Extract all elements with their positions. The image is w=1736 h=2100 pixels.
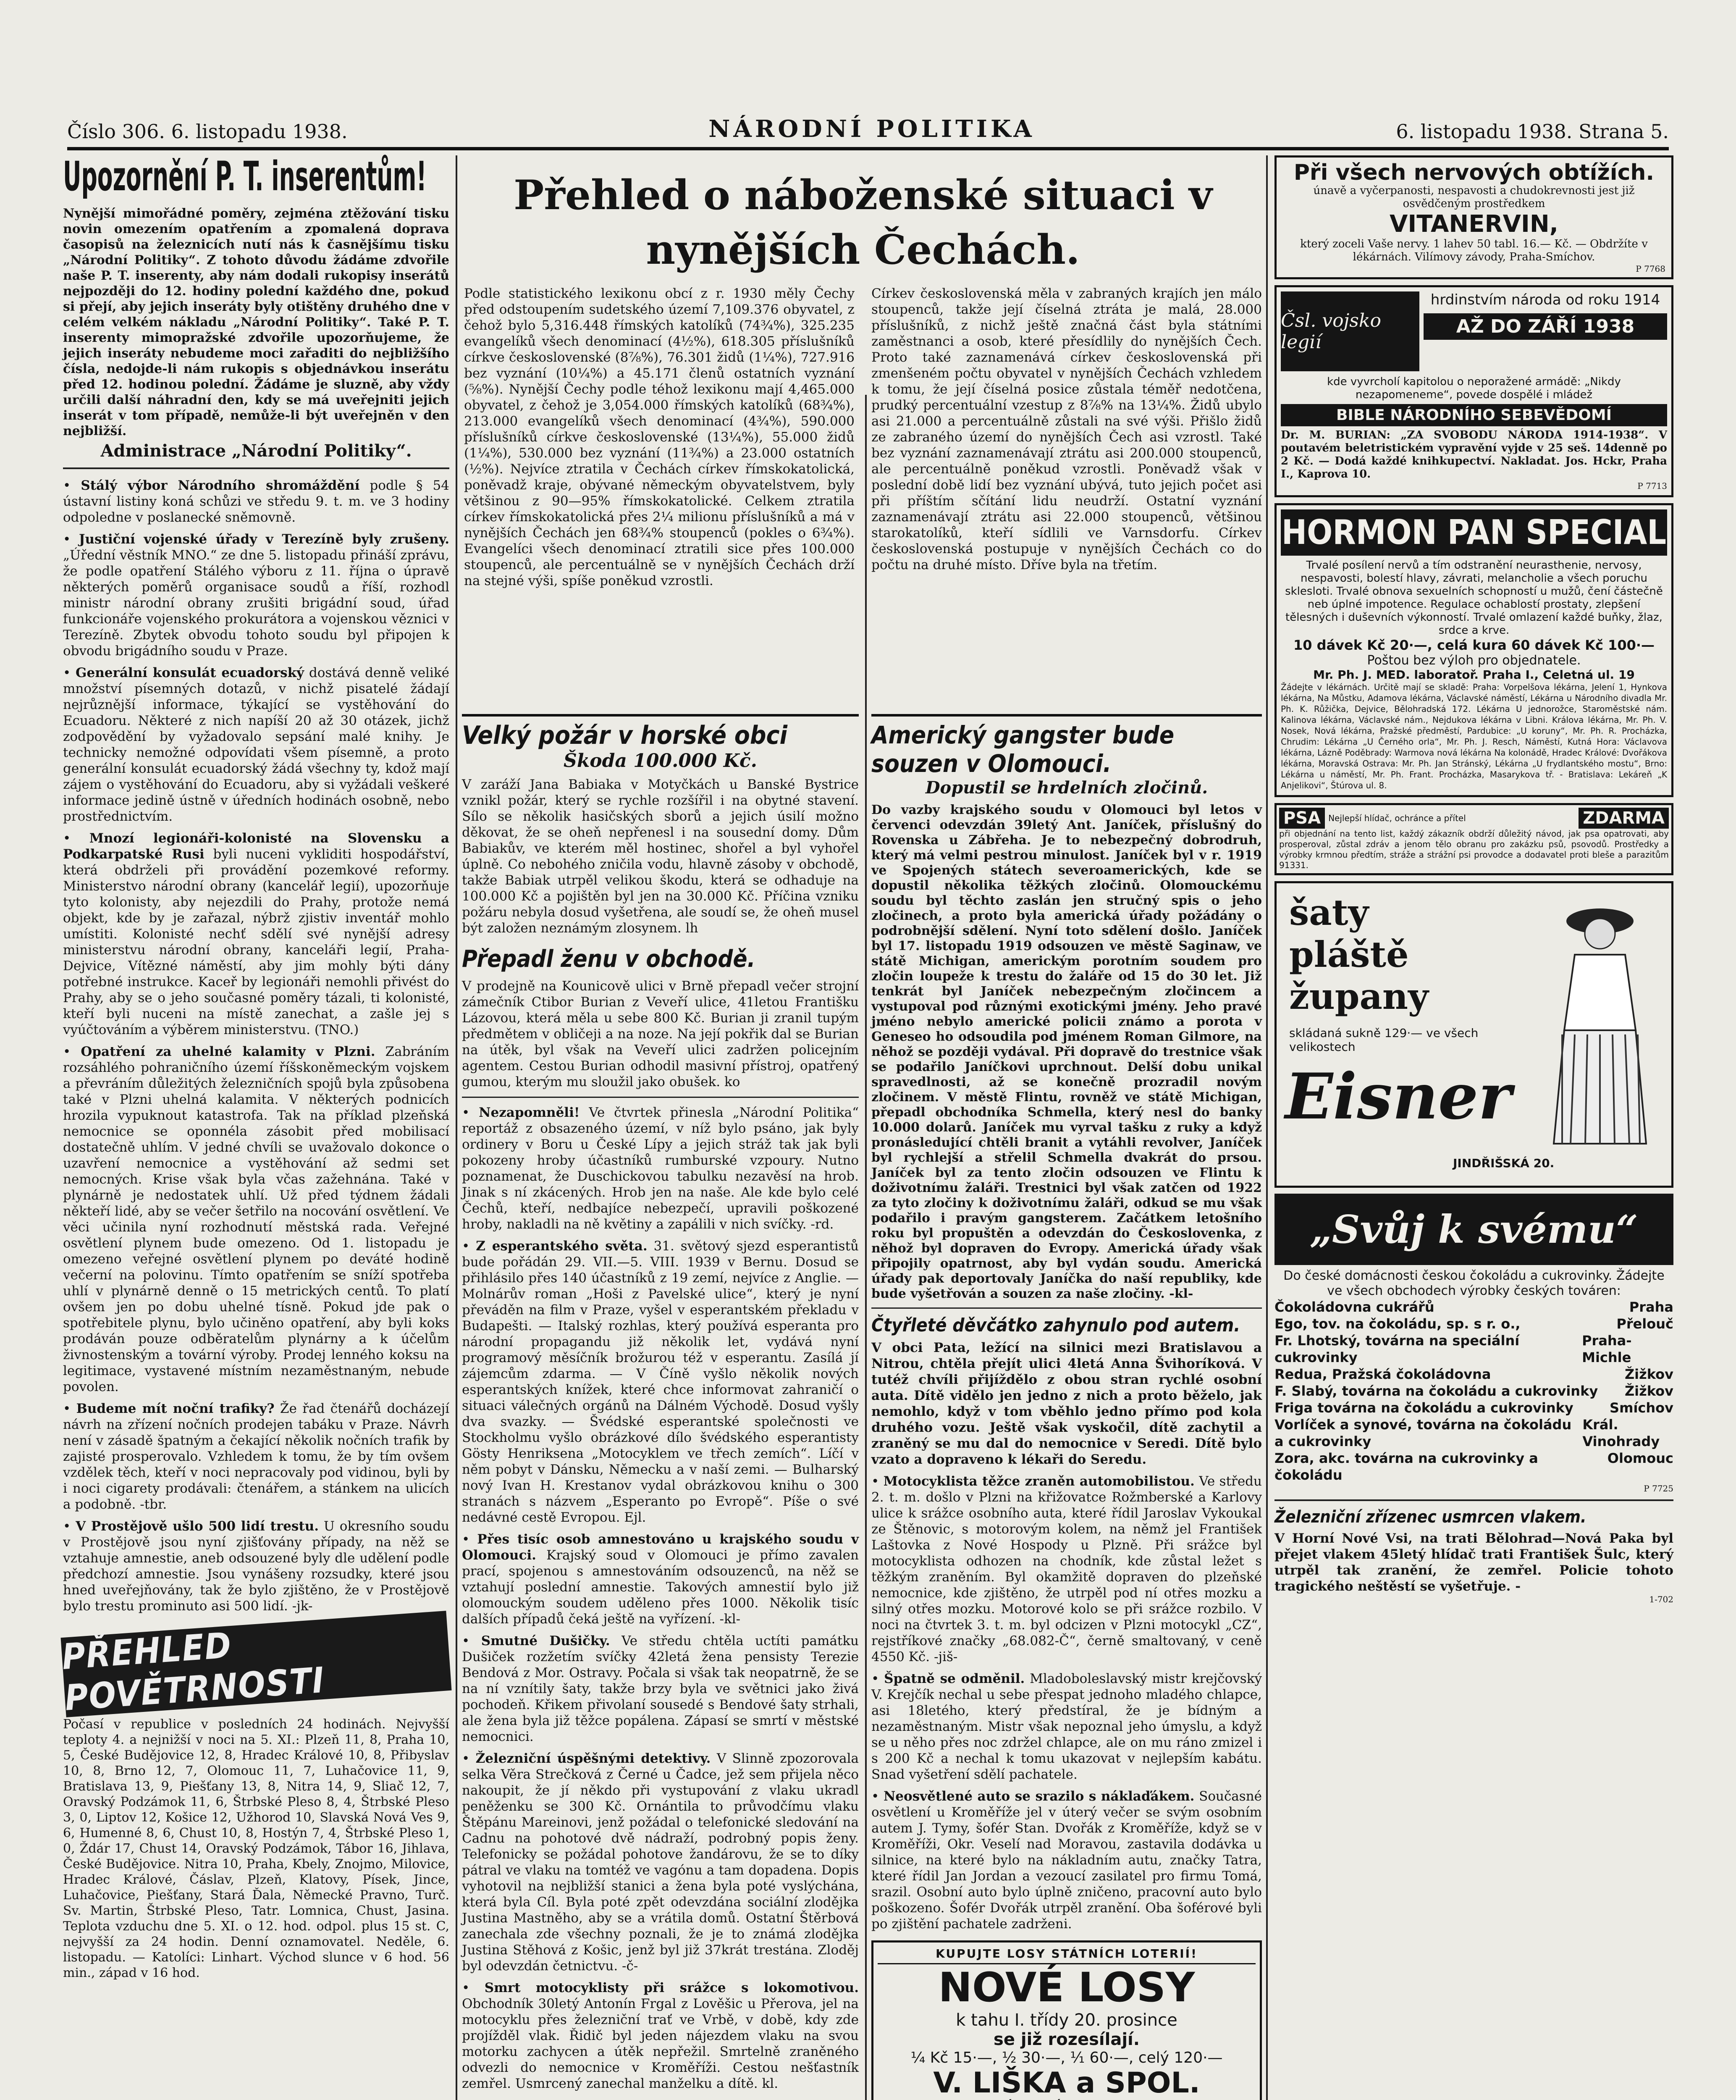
makers-list — [1274, 1299, 1673, 1483]
gangster-title: Americký gangster bude souzen v Olomouci. — [871, 721, 1175, 778]
maker-row — [1274, 1366, 1673, 1383]
news-item-lead: Generální konsulát ecuadorský — [76, 665, 304, 680]
ad-code: P 7768 — [1636, 264, 1665, 274]
news-item-body: dostává denně veliké množství písemných dotazů, v nichž pisatelé žádají nejrůznější informace, týkající se vystěhování do Ecuadoru. Některé z nich napíší 20 až 30 otázek, jichž zodpovědění by vyžadovalo sepsání malé knihy. Je technicky nemožné odpovídati všem písemně, a proto generální konsulát ecuadorský žádá všechny ty, kdož mají zájem o vystěhování do Ecuadoru, aby si vyžádali veškeré informace jedině ústně v úředních hodinách osobně, nebo prostřednictvím. — [63, 665, 450, 824]
maker-place: Smíchov — [1610, 1400, 1673, 1416]
column-2 — [462, 714, 859, 2092]
maker-row — [1274, 1399, 1673, 1416]
gangster-subtitle: Dopustil se hrdelních zločinů. — [925, 778, 1208, 798]
weather-title: PŘEHLED POVĚTRNOSTI — [60, 1625, 326, 1719]
news-item-body: Mladoboleslavský mistr krejčovský V. Krejčík nechal u sebe přespat jednoho mladého chlapce, asi 18letého, který předstíral, že je bídným a nezaměstnaným. Mistr však nepoznal jeho úmyslu, a když se u něho přes noc zdržel chlapce, ale on mu ráno zmizel i s 200 Kč a nechal k tomu ukazovat v nejlepším kabátu. Snad vyšetření sdělí pachatele. — [871, 1671, 1262, 1782]
news-item-body: Obchodník 30letý Antonín Frgal z Lověšic u Přerova, jel na motocyklu přes železniční trať ve Vrbě, v době, kdy zde projížděl vlak. Řidič byl jeden nájezdem vlaku na svou motorku zachycen a útěk nepřežil. Smrtelně zraněného odvezli do nemocnice v Kroměříži. Cestou nešťastník zemřel. Usmrcený zanechal manželku a dítě. kl. — [462, 1996, 859, 2091]
svuj-title: „Svůj k svému“ — [1310, 1207, 1638, 1252]
maker-place: Olomouc — [1607, 1450, 1673, 1466]
eisner-items — [1289, 892, 1429, 1018]
maker-name: Ego, tov. na čokoládu, sp. s r. o., — [1274, 1316, 1521, 1332]
news-item-lead: Motocyklista těžce zraněn automobilistou. — [883, 1474, 1195, 1489]
religion-text-right: Církev československá měla v zabraných krajích jen málo stoupenců, takže její číselná ztráta je malá, 28.000 příslušníků, z nichž ještě značná část byla státními zaměstnanci a osob, které přesídlily do nynějších Čech. Proto také zaznamenává církev československá při zmenšeném počtu obyvatel v nynějších Čechách vzhledem k tomu, že její číselná posice zůstala téměř nedotčena, prudký percentuální vzestup z 8⅞% na 13¼%. Židů ubylo asi 21.000 a percentuálně zůstali na své výši. Přišlo židů ze zabraného území do nynějších Čech asi vzrostl. Také bez vyznání zaznamenávají ztrátu asi 200.000 stoupenců, ale percentuálně poněkud vzrostli. Poněvadž však v poslední době lidí bez vyznání ubývá, tuto jejich počet asi při příštím sčítání lidu neudrží. Ostatní vyznání zaznamenávají ztrátu asi 22.000 stoupenců, většinou starokatolíků, kteří sídlili ve Varnsdorfu. Církev československá postupuje v nynějších Čechách co do počtu na druhé místo. Dříve byla na třetím. — [871, 286, 1262, 572]
maker-name: Redua, Pražská čokoládovna — [1274, 1366, 1491, 1382]
news-item: • Motocyklista těžce zraněn automobilistou. Ve středu 2. t. m. došlo v Plzni na křižovatce Rožmberské a Karlovy ulice k srážce osobního auta, které řídil Jaroslav Vykoukal ze Štěnovic, s motorovým kolem, na němž jel František Laštovka z Nové Hospody u Plzně. Při srážce byl motocyklista odhozen na chodník, kde zůstal ležet s těžkým zraněním. Byl okamžitě dopraven do plzeňské nemocnice, kde zjištěno, že utrpěl pod ní otřes mozku a silný otřes mozku. Motorové kolo se při srážce rozbilo. V noci na čtvrtek 3. t. m. byl odcizen v Plzni motocykl „CZ“, rejstříkové značky „68.082-Č“, černě smaltovaný, v ceně 4550 Kč. -jiš- — [871, 1474, 1262, 1664]
news-item-body: V Slinně zpozorovala selka Věra Strečková z Černé u Čadce, jež sem přijela něco nakoupit, že jí někdo při vystupování z vlaku ukradl peněženku se 300 Kč. Ornántila to průvodčímu vlaku Štěpánu Mareinovi, jenž požádal o telefonické sledování na Cadnu na pohotové dvě nádraží, podrobný popis ženy. Telefonicky se požádal pohotove žandárovu, že se to díky pátral ve vlaku na tomtéž ve vagónu a tam dopadena. Dopis vyhotovil na nejbližší stanici a žena byla poté vyslýchána, která byla Cíl. Byla poté zpět odevzdána sociální zlodějka Justina Mastněho, aby se a vrátila domů. Ostatní Štěrbová zanechala zde všechny poznali, že je to známá zlodějka Justina Stěhová z Košic, jenž byl již 37krát trestána. Zloděj byl odevzdán četnictvu. -č- — [462, 1751, 859, 1974]
lottery-title: NOVÉ LOSY — [938, 1964, 1195, 2011]
news-item-body: Krajský soud v Olomouci je přímo zavalen prací, spojenou s amnestováním odsouzenců, na něž se vztahují poslední amnestie. Takových amnestií bylo již olomouckým soudem uděleno přes 1000. Několik tisíc dalších případů čeká ještě na vyřízení. -kl- — [462, 1548, 859, 1627]
news-item: • Přes tisíc osob amnestováno u krajského soudu v Olomouci. Krajský soud v Olomouci je přímo zavalen prací, spojenou s amnestováním odsouzenců, na něž se vztahují poslední amnestie. Takových amnestií bylo již olomouckým soudem uděleno přes 1000. Několik tisíc dalších případů čeká ještě na vyřízení. -kl- — [462, 1532, 859, 1627]
maker-place: Žižkov — [1624, 1383, 1673, 1399]
fire-subtitle: Škoda 100.000 Kč. — [564, 750, 757, 772]
maker-place: Praha — [1629, 1299, 1673, 1315]
news-item: • Nezapomněli! Ve čtvrtek přinesla „Národní Politika“ reportáž z obsazeného území, v níž bylo psáno, jak byly ordinery v Boru u České Lípy a jejich stráž tak jak byli pokozeny hroby účastníků rumburské vzpoury. Nutno poznamenat, že Duschickovou tabulku nezavěsí na hrob. Jinak s ní zkácených. Hrob jen na naše. Ale kde bylo celé Čechů, kteří, nedbajíce nebezpečí, upravili poškozené hroby, nakladli na ně květiny a zapálili v nich svíčky. -rd. — [462, 1105, 859, 1232]
lottery-ad — [871, 1940, 1262, 2100]
fire-title: Velký požár v horské obci — [462, 721, 787, 750]
svuj-body: Do české domácnosti českou čokoládu a cukrovinky. Žádejte ve všech obchodech výrobky českých továren: — [1283, 1268, 1665, 1298]
divider — [1274, 1499, 1673, 1501]
fire-body: V zaráží Jana Babiaka v Motyčkách u Banské Bystrice vznikl požár, který se rychle rozšířil i na obytné stavení. Sílo se několik hasičských sborů a jejich úsilí možno děkovat, že se oheň nepřenesl i na sousední domy. Dům Babiakův, ve kterém měl hostinec, shořel a byl vyhořel úplně. Co nebohého zničila vodu, hlavně zásoby v obchodě, takže Babiak utrpěl velikou škodu, která se odhaduje na 100.000 Kč a pojištěn byl jen na 30.000 Kč. Příčina vzniku požáru nebyla dosud vyšetřena, ale soudí se, že oheň musel být založen neznámým zlosynem. lh — [462, 777, 859, 936]
girl-body: V obci Pata, ležící na silnici mezi Bratislavou a Nitrou, chtěla přejít ulici 4letá Anna Švihoríková. V tutéž chvíli přijíždělo z obou stran rychlé osobní auta. Dítě vidělo jen jedno z nich a proto běželo, jak nemohlo, když v tom vběhlo jedno přímo pod kola druhého vozu. Ještě však vyskočil, dítě zachytil a zraněný se mu dal do nemocnice v Seredi. Dítě bylo vzato a dopraveno k lékaři do Seredu. — [871, 1340, 1262, 1467]
news-item: • Generální konsulát ecuadorský dostává denně veliké množství písemných dotazů, v nichž pisatelé žádají nejrůznější informace, týkající se vystěhování do Ecuadoru. Některé z nich napíší 20 až 30 otázek, jichž zodpovědění by vyžadovalo sepsání malé knihy. Je technicky nemožné odpovídati všem písemně, a proto generální konsulát ecuadorský žádá všechny ty, kdož mají zájem o vystěhování do Ecuadoru, aby si vyžádali veškeré informace jedině ústně v úředních hodinách osobně, nebo prostřednictvím. — [63, 665, 450, 824]
news-item: • V Prostějově ušlo 500 lidí trestu. U okresního soudu v Prostějově jsou nyní zjišťovány případy, na něž se vztahuje amnestie, aneb odsouzené byly dle udělení podle předchozí amnestie. Jsou vynášeny rozsudky, které jsou hned uveřejňovány, tak že bylo zjištěno, že v Prostějově bylo trestu prominuto asi 500 lidí. -jk- — [63, 1519, 449, 1614]
vitanervin-body: únavě a vyčerpanosti, nespavosti a chudokrevnosti jest již osvědčeným prostředkem — [1313, 184, 1635, 210]
news-item-body: U okresního soudu v Prostějově jsou nyní zjišťovány případy, na něž se vztahuje amnestie, aneb odsouzené byly dle udělení podle předchozí amnestie. Jsou vynášeny rozsudky, které jsou hned uveřejňovány, tak že bylo zjištěno, že v Prostějově bylo trestu prominuto asi 500 lidí. -jk- — [63, 1519, 449, 1614]
vitanervin-name: VITANERVIN, — [1390, 210, 1558, 238]
maker-name: Friga továrna na čokoládu a cukrovinky — [1274, 1400, 1573, 1416]
psa-ad — [1274, 803, 1673, 875]
hormon-post: Poštou bez výloh pro objednatele. — [1367, 653, 1581, 668]
maker-row — [1274, 1299, 1673, 1315]
news-item-lead: Smrt motocyklisty při srážce s lokomotivou. — [484, 1980, 859, 1995]
vitanervin-tail: který zoceli Vaše nervy. 1 lahev 50 tabl. 16.— Kč. — Obdržíte v lékárnách. Vilímovy závody, Praha-Smíchov. — [1300, 238, 1648, 263]
news-item-body: podle § 54 ústavní listiny koná schůzi ve středu 9. t. m. ve 3 hodiny odpoledne v poslanecké sněmovně. — [63, 478, 449, 525]
divider — [462, 1097, 859, 1098]
page-header — [67, 113, 1669, 150]
vitanervin-ad — [1274, 155, 1673, 279]
legie-body: hrdinstvím národa od roku 1914 — [1430, 291, 1660, 308]
religion-article — [464, 155, 1262, 589]
legie-book: BIBLE NÁRODNÍHO SEBEVĚDOMÍ — [1281, 404, 1667, 426]
news-item-lead: Mnozí legionáři-kolonisté na Slovensku a Podkarpatské Rusi — [63, 831, 450, 862]
news-item: • Železniční úspěšnými detektivy. V Slinně zpozorovala selka Věra Strečková z Černé u Čadce, jež sem přijela něco nakoupit, že jí někdo při vystupování z vlaku ukradl peněženku se 300 Kč. Ornántila to průvodčímu vlaku Štěpánu Mareinovi, jenž požádal o telefonické sledování na Cadnu na pohotové dvě nádraží, podrobný popis ženy. Telefonicky se požádal pohotove žandárovu, že se to díky pátral ve vlaku na tomtéž ve vagónu a tam dopadena. Dopis vyhotovil na nejbližší stanici a žena byla poté vyslýchána, která byla Cíl. Byla poté zpět odevzdána sociální zlodějka Justina Mastněho, aby se a vrátila domů. Ostatní Štěrbová zanechala zde všechny poznali, že je to známá zlodějka Justina Stěhová z Košic, jenž byl již 37krát trestána. Zloděj byl odevzdán četnictvu. -č- — [462, 1751, 859, 1974]
news-item: • Neosvětlené auto se srazilo s náklaďákem. Současné osvětlení u Kroměříže jel v úterý večer se svým osobním autem J. Tymy, šofér Stan. Dvořák z Kroměříže, když se v Kroměříži, Okr. Veselí nad Moravou, zastavila dodávka u silnice, na které bylo na nákladním autu, značky Tatra, které řídil Jan Jordan a vezoucí zasilatel pro firmu Tomá, srazil. Osobní auto bylo úplně zničeno, pracovní auto bylo poškozeno. Šofér Dvořák utrpěl zranění. Oba šoférové byli po zjištění pachatele zadrženi. — [871, 1789, 1262, 1932]
lottery-strip: KUPUJTE LOSY STÁTNÍCH LOTERIÍ! — [878, 1947, 1256, 1964]
column-4 — [1274, 155, 1673, 1604]
news-item: • Budeme mít noční trafiky? Že řad čtenářů docházejí návrh na zřízení nočních prodejen tabáku v Praze. Návrh není v zásadě špatným a čekající několik nočních trafik by zajisté prosperovalo. Vzhledem k tomu, že by tím ovšem vzdělek těch, kteří v noci nepracovaly pod vidinou, byli by i noci cigarety prodávali: čtenářem, a stánkem na ulicích a podobně. -tbr. — [63, 1401, 450, 1512]
ad-code: 1-702 — [1649, 1594, 1673, 1604]
news-item-body: Ve čtvrtek přinesla „Národní Politika“ reportáž z obsazeného území, v níž bylo psáno, jak byly ordinery v Boru u České Lípy a jejich stráž tak jak byli pokozeny hroby účastníků rumburské vzpoury. Nutno poznamenat, že Duschickovou tabulku nezavěsí na hrob. Jinak s ní zkácených. Hrob jen na naše. Ale kde bylo celé Čechů, kteří, nedbajíce nebezpečí, upravili poškozené hroby, nakladli na ně květiny a zapálili v nich svíčky. -rd. — [462, 1105, 859, 1232]
news-item-body: byli nuceni vykliditi hospodářství, která obdrželi při provádění pozemkové reformy. Ministerstvo národní obrany (kancelář legií), upozorňuje tyto kolonisty, aby nejezdili do Prahy, protože nemá objekt, kde by je zařazal, nýbrž zjistiv inventář mohlo umístiti. Kolonisté nechť sdělí své nynější adresy ministerstvu národní obrany, kanceláři legií, Praha-Dejvice, Vítězné náměstí, aby jim mohly býti dány potřebné instrukce. Kaceř by legionáři nemohli přivést do Prahy, aby se o jeho současné poměry tázali, ti kolonisté, kteří byli nuceni na místě zanechat, a zašle jej s vyúčtováním a výběrem ministerstvu. (TNO.) — [63, 847, 449, 1037]
eisner-item: pláště — [1289, 934, 1409, 975]
eisner-address: JINDŘIŠSKÁ 20. — [1453, 1156, 1555, 1170]
psa-tagline: Nejlepší hlídač, ochránce a přítel — [1328, 813, 1466, 823]
divider — [462, 714, 859, 717]
news-item-body: Že řad čtenářů docházejí návrh na zřízení nočních prodejen tabáku v Praze. Návrh není v zásadě špatným a čekající několik nočních trafik by zajisté prosperovalo. Vzhledem k tomu, že by tím ovšem vzdělek těch, kteří v noci nepracovaly pod vidinou, byli by i noci cigarety prodávali: čtenářem, a stánkem na ulicích a podobně. -tbr. — [63, 1401, 450, 1512]
lottery-firm: V. LIŠKA a SPOL. — [933, 2066, 1200, 2100]
news-item-body: Ve středu 2. t. m. došlo v Plzni na křižovatce Rožmberské a Karlovy ulice k srážce osobního auta, které řídil Jaroslav Vykoukal ze Štěnovic, s motorovým kolem, na němž jel František Laštovka z Nové Hospody u Plzně. Při srážce byl motocyklista odhozen na chodník, kde zůstal ležet s těžkým zraněním. Byl okamžitě dopraven do plzeňské nemocnice, kde zjištěno, že utrpěl pod ní otřes mozku a silný otřes mozku. Motorové kolo se při srážce rozbilo. V noci na čtvrtek 3. t. m. byl odcizen v Plzni motocykl „CZ“, rejstříkové značky „68.082-Č“, černě smaltovaný, v ceně 4550 Kč. -jiš- — [871, 1474, 1262, 1664]
raid-title: Přepadl ženu v obchodě. — [462, 945, 755, 973]
maker-place: Král. Vinohrady — [1582, 1417, 1660, 1449]
column-3 — [871, 714, 1262, 2100]
lottery-prices: ¼ Kč 15·—, ½ 30·—, ¹⁄₁ 60·—, celý 120·— — [910, 2049, 1223, 2066]
eisner-ad — [1274, 881, 1673, 1188]
header-issue: Číslo 306. 6. listopadu 1938. — [67, 120, 348, 143]
weather-body: Počasí v republice v posledních 24 hodinách. Nejvyšší teploty 4. a nejnižší v noci na 5. XI.: Plzeň 11, 8, Praha 10, 5, České Budějovice 12, 8, Hradec Králové 10, 8, Přibyslav 10, 8, Brno 12, 7, Olomouc 11, 7, Luhačovice 11, 9, Bratislava 13, 9, Piešťany 13, 8, Nitra 14, 9, Sliač 12, 7, Oravský Podzámok 11, 6, Štrbské Pleso 8, 4, Štrbské Pleso 3, 0, Liptov 12, Košice 12, Užhorod 10, Slavská Nová Ves 9, 6, Humenné 8, 6, Chust 10, 8, Hostýn 7, 4, Štrbské Pleso 1, 0, Ždár 17, Chust 14, Oravský Podzámok, Tábor 16, Jihlava, České Budějovice. Nitra 10, Praha, Kbely, Znojmo, Milovice, Hradec Králové, Čáslav, Plzeň, Klatovy, Písek, Jince, Luhačovice, Piešťany, Stará Ďala, Německé Pravno, Turč. Sv. Martin, Štrbské Pleso, Tatr. Lomnica, Chust, Jasina. Teplota vzduchu dne 5. XI. o 12. hod. odpol. plus 15 st. C, nejvyšší za 24 hodin. Denní oznamovatel. Neděle, 6. listopadu. — Katolíci: Linhart. Východ slunce v 6 hod. 56 min., západ v 16 hod. — [63, 1717, 449, 1980]
header-page: 6. listopadu 1938. Strana 5. — [1396, 120, 1669, 143]
maker-row — [1274, 1450, 1673, 1483]
psa-label: PSA — [1279, 808, 1325, 829]
news-item-body: Zabráním rozsáhlého pohraničního území říšskoněmeckým vojskem a převráním důležitých železničních spojů byla způsobena také v Plzni uhelná kalamita. V některých podnicích hrozila vypuknout katastrofa. Tak na příklad plzeňská nemocnice se oponnéla zásobit před mobilisací dostatečně uhlím. V jedné chvíli se uvažovalo dokonce o uzavření nemocnice a vystěhování až sedmi set nemocných. Krise však byla včas zažehnána. Také v plynárně je nedostatek uhlí. Už před týdnem žádali někteří lidé, aby se večer šetřilo na nocování osvětlení. Ve věci učinila nyní rozhodnutí městská rada. Veřejné osvětlení plynem bude omezeno. Od 1. listopadu je omezeno veřejné osvětlení plynem po deváté hodině večerní na polovinu. Tímto opatřením se sníží spotřeba uhlí v plynárně denně o 15 metrických centů. To platí ovšem jen po dobu uhelné tísně. Pokud jde pak o spotřebitele plynu, bylo učiněno opatření, aby byli koks prodáván pouze odběratelům plynárny a k účelům živnostenským a tovární výroby. Prodej lenného koksu na legitimace, vystavené místním nezaměstnaným, nebude povolen. — [63, 1044, 449, 1394]
divider — [871, 1307, 1262, 1309]
news-item-lead: Nezapomněli! — [479, 1105, 580, 1120]
news-item-lead: Z esperantského světa. — [476, 1239, 648, 1254]
hormon-price: 10 dávek Kč 20·—, celá kura 60 dávek Kč 100·— — [1293, 637, 1655, 653]
news-item: • Justiční vojenské úřady v Terezíně byly zrušeny. „Úřední věstník MNO.“ ze dne 5. listopadu přináší zprávu, že podle opatření Stálého výboru z 11. října o úpravě některých poměrů organisace soudů a říší, rozhodl ministr národní obrany zrušiti brigádní soud, úřad funkcionáře vojenského prokurátora a vojenskou věznici v Terezíně. Zbytek obvodu tohoto soudu byl připojen k obvodu brigádního soudu v Praze. — [63, 532, 450, 659]
col3-news-list — [871, 1473, 1262, 1932]
maker-name: Zora, akc. továrna na cukrovinky a čokoládu — [1274, 1450, 1538, 1483]
eisner-item: šaty — [1289, 892, 1369, 933]
notice-signature: Administrace „Národní Politiky“. — [100, 441, 412, 461]
news-item-lead: Opatření za uhelné kalamity v Plzni. — [81, 1044, 375, 1059]
news-item-body: 31. světový sjezd esperantistů bude pořádán 29. VII.—5. VIII. 1939 v Bernu. Dosud se přihlásilo přes 140 účastníků z 19 zemí, nejvíce z Anglie. — Molnárův roman „Hoši z Pavelské ulice“, který je nyní převáděn na film v Praze, vyšel v esperantském překladu v Budapešti. — Italský rozhlas, který používá esperanta pro národní propagandu již několik let, vydává nyní programový měsíčník brožurou též v esperantu. Zasílá jí zájemcům zdarma. — V Číně vyšlo několik nových esperantských knížek, které chce informovat zahraničí o situaci válečných orgánů na Dálném Východě. Dosud vyšly dva svazky. — Švédské esperantské společnosti ve Stockholmu vyšlo obrázkové dílo švédského esperantisty Gösty Henriksena „Motocyklem ve třech zemích“. Líčí v něm pobyt v Dánsku, Německu a v naší zemi. — Bulharský nový Ivan H. Krestanov vydal obrázkovou knihu o 300 stranách s názvem „Esperanto po Evropě“. Píše o své nedávné cestě Evropou. Ejl. — [462, 1239, 859, 1525]
maker-row — [1274, 1315, 1673, 1332]
news-item-body: Současné osvětlení u Kroměříže jel v úterý večer se svým osobním autem J. Tymy, šofér Stan. Dvořák z Kroměříže, když se v Kroměříži, Okr. Veselí nad Moravou, zastavila dodávka u silnice, na které bylo na nákladním autu, značky Tatra, které řídil Jan Jordan a vezoucí zasilatel pro firmu Tomá, srazil. Osobní auto bylo úplně zničeno, pracovní auto bylo poškozeno. Šofér Dvořák utrpěl zranění. Oba šoférové byli po zjištění pachatele zadrženi. — [871, 1789, 1262, 1932]
lottery-now: se již rozesílají. — [994, 2030, 1140, 2049]
hormon-list: Žádejte v lékárnách. Určitě mají se skladě: Praha: Vorpelšova lékárna, Jelení 1, Hynkova lékárna, Na Můstku, Adamova lékárna, Václavské náměstí, Lékárna u Národního divadla Mr. Ph. K. Růžička, Dejvice, Bělohradská 172. Lékárna U jednorožce, Staroměstské nám. Kalinova lékárna, Václavské nám., Nejdukova lékárna v Libni. Králova lékárna, Mr. Ph. V. Nosek, Nová lékárna, Pražské předměstí, Pardubice: „U koruny“, Mr. Ph. R. Procházka, Chrudim: Lékárna „U Černého orla“, Mr. Ph. J. Resch, Náměstí, Kutná Hora: Václavova lékárna, Lázně Poděbrady: Warmova nová lékárna Na kolonádě, Hradec Králové: Dvořákova lékárna, Moravská Ostrava: Mr. Ph. Jan Stránský, Lékárna „U frydlantského mostu“, Brno: Lékárna u náměstí, Mr. Ph. Frant. Procházka, Masarykova tř. - Bratislava: Lekáreň „K Anjelikovi“, Štúrova ul. 8. — [1281, 682, 1667, 790]
news-item-lead: Budeme mít noční trafiky? — [76, 1401, 275, 1416]
news-item-lead: Smutné Dušičky. — [481, 1633, 610, 1648]
religion-headline: Přehled o náboženské situaci v nynějších Čechách. — [514, 171, 1212, 273]
legie-band — [1281, 291, 1419, 371]
maker-row — [1274, 1332, 1673, 1366]
news-item: • Z esperantského světa. 31. světový sjezd esperantistů bude pořádán 29. VII.—5. VIII. 1939 v Bernu. Dosud se přihlásilo přes 140 účastníků z 19 zemí, nejvíce z Anglie. — Molnárův roman „Hoši z Pavelské ulice“, který je nyní převáděn na film v Praze, vyšel v esperantském překladu v Budapešti. — Italský rozhlas, který používá esperanta pro národní propagandu již několik let, vydává nyní programový měsíčník brožurou též v esperantu. Zasílá jí zájemcům zdarma. — V Číně vyšlo několik nových esperantských knížek, které chce informovat zahraničí o situaci válečných orgánů na Dálném Východě. Dosud vyšly dva svazky. — Švédské esperantské společnosti ve Stockholmu vyšlo obrázkové dílo švédského esperantisty Gösty Henriksena „Motocyklem ve třech zemích“. Líčí v něm pobyt v Dánsku, Německu a v naší zemi. — Bulharský nový Ivan H. Krestanov vydal obrázkovou knihu o 300 stranách s názvem „Esperanto po Evropě“. Píše o své nedávné cestě Evropou. Ejl. — [462, 1239, 859, 1525]
maker-name: Čokoládovna cukrářů — [1274, 1299, 1434, 1315]
vitanervin-title: Při všech nervových obtížích. — [1293, 160, 1655, 185]
raid-body: V prodejně na Kounicově ulici v Brně přepadl večer strojní zámečník Ctibor Burian z Veveří ulice, 41letou Františku Lázovou, která měla u sebe 800 Kč. Burian ji zranil tupým předmětem v obličeji a na noze. Na její pokřik dal se Burian na útěk, byl však na Veveří ulici zadržen policejním agentem. Cestou Burian odhodil masivní přístroj, opatřený gumou, kterým mu sloužil jako obušek. ko — [462, 979, 859, 1089]
news-item-lead: V Prostějově ušlo 500 lidí trestu. — [76, 1519, 319, 1534]
legie-date: AŽ DO ZÁŘÍ 1938 — [1424, 313, 1667, 340]
news-item-lead: Justiční vojenské úřady v Terezíně byly zrušeny. — [79, 532, 450, 547]
col2-news-list — [462, 1105, 859, 2092]
news-item: • Mnozí legionáři-kolonisté na Slovensku a Podkarpatské Rusi byli nuceni vykliditi hospodářství, která obdrželi při provádění pozemkové reformy. Ministerstvo národní obrany (kancelář legií), upozorňuje tyto kolonisty, aby nejezdili do Prahy, protože nemá objekt, kde by je zařazal, nýbrž zjistiv inventář mohlo umístiti. Kolonisté nechť sdělí své nynější adresy ministerstvu národní obrany, kanceláři legií, Praha-Dejvice, Vítězné náměstí, aby jim mohly býti dány potřebné instrukce. Kaceř by legionáři nemohli přivést do Prahy, aby se o jeho současné poměry tázali, ti kolonisté, kteří byli nuceni na místě zanechat, a zašle jej s vyúčtováním a výběrem ministerstvu. (TNO.) — [63, 831, 450, 1037]
maker-name: Fr. Lhotský, továrna na speciální cukrovinky — [1274, 1333, 1520, 1365]
notice-body: Nynější mimořádné poměry, zejména ztěžování tisku novin omezením opatřením a zpomalená doprava časopisů na železnicích nutí nás k časnějšímu tisku „Národní Politiky“. Z tohoto důvodu žádáme zdvořile naše P. T. inserenty, aby nám dodali rukopisy inserátů nejpozději do 12. hodiny polední každého dne, pokud si přejí, aby jejich inseráty byly otištěny druhého dne v celém velkém nákladu „Národní Politiky“. Také P. T. inserenty mimopražské zdvořile upozorňujeme, že jejich inseráty nebudeme moci zařaditi do nejbližšího čísla, nedojde-li nám rukopis s objednávkou inserátu před 12. hodinou polední. Žádáme je sluzně, aby vždy určili další náhradní den, kdy se má uveřejniti jejich inserát v tom případě, nemůže-li být uveřejněn v den nejbližší. — [63, 206, 449, 438]
weather-banner — [60, 1611, 451, 1717]
maker-name: Vorlíček a synové, továrna na čokoládu a cukrovinky — [1274, 1417, 1572, 1449]
eisner-item: župany — [1289, 976, 1429, 1017]
news-item-lead: Přes tisíc osob amnestováno u krajského soudu v Olomouci. — [462, 1532, 859, 1563]
maker-place: Praha-Michle — [1582, 1333, 1632, 1365]
hormon-ad — [1274, 503, 1673, 797]
news-item: • Stálý výbor Národního shromáždění podle § 54 ústavní listiny koná schůzi ve středu 9. t. m. ve 3 hodiny odpoledne v poslanecké sněmovně. — [63, 478, 449, 525]
masthead: NÁRODNÍ POLITIKA — [708, 115, 1035, 143]
rail-body: V Horní Nové Vsi, na trati Bělohrad—Nová Paka byl přejet vlakem 45letý hlídač trati František Šulc, který utrpěl tak zranění, že zemřel. Policie tohoto tragického neštěstí se vyšetřuje. - — [1274, 1531, 1673, 1594]
lottery-line: k tahu I. třídy 20. prosince — [956, 2011, 1177, 2030]
legie-ad — [1274, 285, 1673, 497]
hormon-lab: Mr. Ph. J. MED. laboratoř. Praha I., Celetná ul. 19 — [1313, 668, 1635, 682]
column-1 — [60, 153, 450, 1981]
notice-title: Upozornění P. T. inserentům! — [63, 153, 427, 200]
psa-body: při objednání na tento list, každý zákazník obdrží důležitý návod, jak psa opatrovati, aby prosperoval, zůstal zdráv a jenom tělo obranu pro zakázku psů, psovodů. Prostředky a výrobky krmnou předtím, stráže a strážní psi provodce a dodavatel proti bleše a parazitům 91331. — [1279, 829, 1669, 870]
maker-place: Žižkov — [1624, 1366, 1673, 1382]
news-item-lead: Špatně se odměnil. — [884, 1671, 1025, 1686]
divider — [871, 714, 1262, 717]
legie-text: kde vyvrcholí kapitolou o neporažené armádě: „Nikdy nezapomeneme“, povede dospělé i mládež — [1327, 375, 1621, 401]
col1-news-list — [63, 478, 449, 1614]
girl-title: Čtyřleté děvčátko zahynulo pod autem. — [871, 1315, 1240, 1336]
eisner-note: skládaná sukně 129·— ve všech velikostech — [1289, 1026, 1479, 1054]
svuj-banner — [1274, 1194, 1673, 1265]
maker-name: F. Slabý, továrna na čokoládu a cukrovinky — [1274, 1383, 1598, 1399]
news-item: • Špatně se odměnil. Mladoboleslavský mistr krejčovský V. Krejčík nechal u sebe přespat jednoho mladého chlapce, asi 18letého, který předstíral, že je bídným a nezaměstnaným. Mistr však nepoznal jeho úmyslu, a když se u něho přes noc zdržel chlapce, ale on mu ráno zmizel i s 200 Kč a nechal k tomu ukazovat v nejlepším kabátu. Snad vyšetření sdělí pachatele. — [871, 1671, 1262, 1782]
news-item-lead: Železniční úspěšnými detektivy. — [475, 1751, 711, 1766]
divider — [63, 467, 449, 469]
news-item-body: Ve středu chtěla uctíti památku Dušiček rozžetím svíčky 42letá žena pensisty Terezie Bendová z Mor. Ostravy. Počala si však tak neopatrně, že se na ní vznítily šaty, takže brzy byla ve světnici jako živá pochodeň. Křikem přivolaní sousedé s Bendové šaty strhali, ale žena byla již těžce popálena. Zápasí se smrtí v městské nemocnici. — [462, 1633, 859, 1744]
news-item: • Smrt motocyklisty při srážce s lokomotivou. Obchodník 30letý Antonín Frgal z Lověšic u Přerova, jel na motocyklu přes železniční trať ve Vrbě, v době, kdy zde projížděl vlak. Řidič byl jeden nájezdem vlaku na svou motorku zachycen a útěk nepřežil. Smrtelně zraněného odvezli do nemocnice v Kroměříži. Cestou nešťastník zemřel. Usmrcený zanechal manželku a dítě. kl. — [462, 1980, 859, 2091]
maker-row — [1274, 1383, 1673, 1399]
news-item: • Opatření za uhelné kalamity v Plzni. Zabráním rozsáhlého pohraničního území říšskoněmeckým vojskem a převráním důležitých železničních spojů byla způsobena také v Plzni uhelná kalamita. V některých podnicích hrozila vypuknout katastrofa. Tak na příklad plzeňská nemocnice se oponnéla zásobit před mobilisací dostatečně uhlím. V jedné chvíli se uvažovalo dokonce o uzavření nemocnice a vystěhování až sedmi set nemocných. Krise však byla včas zažehnána. Také v plynárně je nedostatek uhlí. Už před týdnem žádali někteří lidé, aby se večer šetřilo na nocování osvětlení. Ve věci učinila nyní rozhodnutí městská rada. Veřejné osvětlení plynem bude omezeno. Od 1. listopadu je omezeno veřejné osvětlení plynem po deváté hodině večerní na polovinu. Tímto opatřením se sníží spotřeba uhlí v plynárně denně o 15 metrických centů. To platí ovšem jen po dobu uhelné tísně. Pokud jde pak o spotřebitele plynu, bylo učiněno opatření, aby byli koks prodáván pouze odběratelům plynárny a k účelům živnostenským a tovární výroby. Prodej lenného koksu na legitimace, vystavené místním nezaměstnaným, nebude povolen. — [63, 1044, 449, 1394]
news-item: • Smutné Dušičky. Ve středu chtěla uctíti památku Dušiček rozžetím svíčky 42letá žena pensisty Terezie Bendová z Mor. Ostravy. Počala si však tak neopatrně, že se na ní vznítily šaty, takže brzy byla ve světnici jako živá pochodeň. Křikem přivolaní sousedé s Bendové šaty strhali, ale žena byla již těžce popálena. Zápasí se smrtí v městské nemocnici. — [462, 1633, 859, 1744]
psa-free: ZDARMA — [1579, 808, 1669, 829]
gangster-body: Do vazby krajského soudu v Olomouci byl letos v červenci odevzdán 39letý Ant. Janíček, příslušný do Rovenska u Zábřeha. Je to nebezpečný dobrodruh, který má velmi pestrou minulost. Janíček byl v r. 1919 ve Spojených státech severoamerických, kde se dopustil několika těžkých zločinů. Olomouckému soudu byl těchto zaslán jen stručný spis o jeho zločinech, a proto byla americká úřady požádány o podrobnější sdělení. Nyní toto sdělení došlo. Janíček byl 17. listopadu 1919 odsouzen ve městě Saginaw, ve státě Michigan, americkým porotním soudem pro zločin loupeže k trestu do žaláře od 15 do 30 let. Již tenkrát byl Janíček nebezpečným zločincem a vystupoval pod různými exotickými jmény. Jeho pravé jméno nebylo americké policii známo a porota v Geneseo ho odsoudila pod jménem Roman Gilmore, na něhož se později vydával. Při dopravě do trestnice však se podařilo Janíčkovi uprchnout. Delší dobu unikal spravedlnosti, až se konečně prozradil novým zločinem. V městě Flintu, rovněž ve státě Michigan, přepadl obchodníka Schmella, který nesl do banky 10.000 dolarů. Janíček mu vyrval tašku z ruky a když pronásledující chtěli branit a vytáhli revolver, Janíček byl rychlejší a střelil Schmella dvakrát do prsou. Janíček byl za tento zločin odsouzen ve Flintu k doživotnímu žaláři. Trestnici byl však zatčen od 1922 za tyto zločiny k doživotnímu žaláři, odkud se mu však podařilo i pravým gangsterem. Začátkem letošního roku byl propuštěn a odevzdán do Českoslovenka, z něhož byl dopraven do Evropy. Americká úřady však připojily opatrnost, aby byl vydán soudu. Americká úřady pak deportovaly Janíčka do naší republiky, kde bude vyšetřován a souzen za naše zločiny. -kl- — [871, 803, 1262, 1301]
ad-code: P 7713 — [1637, 481, 1667, 491]
hormon-title: HORMON PAN SPECIAL — [1281, 509, 1667, 556]
news-item-lead: Neosvětlené auto se srazilo s náklaďákem. — [883, 1789, 1195, 1804]
legie-footer: Dr. M. BURIAN: „ZA SVOBODU NÁRODA 1914-1938“. V poutavém beletristickém vypravění vyjde v 25 seš. 14denně po 2 Kč. — Dodá každé knihkupectví. Nakladat. Jos. Hckr, Praha I., Kaprova 10. — [1281, 429, 1667, 480]
column-rule — [865, 395, 867, 2100]
eisner-logo: Eisner — [1285, 1060, 1512, 1134]
maker-row — [1274, 1416, 1673, 1450]
column-rule — [456, 155, 457, 2100]
column-rule — [1266, 155, 1268, 2100]
fashion-figure-illustration — [1537, 892, 1663, 1152]
rail-title: Železniční zřízenec usmrcen vlakem. — [1274, 1507, 1587, 1527]
news-item-lead: Stálý výbor Národního shromáždění — [81, 478, 360, 493]
maker-place: Přelouč — [1616, 1316, 1673, 1332]
ad-code: P 7725 — [1644, 1483, 1673, 1494]
religion-text-left: Podle statistického lexikonu obcí z r. 1930 měly Čechy před odstoupením sudetského území 7,109.376 obyvatel, z čehož bylo 5,316.448 římských katolíků (74¾%), 325.235 evangelíků všech denominací (4½%), 618.305 příslušníků církve československé (8⅞%), 76.301 židů (1¼%), 727.916 bez vyznání (10¼%) a 45.171 členů ostatních vyznání (⅝%). Nynější Čechy podle téhož lexikonu mají 4,465.000 obyvatel, z čehož je 3,054.000 římských katolíků (68¾%), 213.000 evangelíků všech denominací (4¾%), 590.000 příslušníků církve československé (13¼%), 55.000 židů (1¼%), 530.000 bez vyznání (11¾%) a 23.000 ostatních (½%). Nejvíce ztratila v Čechách církev římskokatolická, poněvadž kraje, obývané německým obyvatelstvem, byly většinou z 90—95% římskokatolické. Celkem ztratila církev římskokatolická přes 2¼ milionu příslušníků a má v nynějších Čechách jen 68¾% stoupenců (pokles o 6¾%). Evangelíci všech denominací ztratili sice přes 100.000 stoupenců, ale percentuálně se v nynějších Čechách drží na stejné výši, spíše poněkud vzrostli. — [464, 286, 855, 588]
news-item-body: „Úřední věstník MNO.“ ze dne 5. listopadu přináší zprávu, že podle opatření Stálého výboru z 11. října o úpravě některých poměrů organisace soudů a říší, rozhodl ministr národní obrany zrušiti brigádní soud, úřad funkcionáře vojenského prokurátora a vojenskou věznici v Terezíně. Zbytek obvodu tohoto soudu byl připojen k obvodu brigádního soudu v Praze. — [63, 548, 449, 659]
hormon-body: Trvalé posílení nervů a tím odstranění neurasthenie, nervosy, nespavosti, bolestí hlavy, závrati, melancholie a všech poruchu sklesloti. Trvalé obnova sexuelních schopností u mužů, čení částečně neb úplné impotence. Regulace ochablostí prostaty, zlepšení tělesných i duševních výkonností. Trvalé omlazení každé buňky, žlaz, srdce a krve. — [1285, 559, 1663, 637]
legie-band-text: Čsl. vojsko legií — [1281, 310, 1382, 353]
